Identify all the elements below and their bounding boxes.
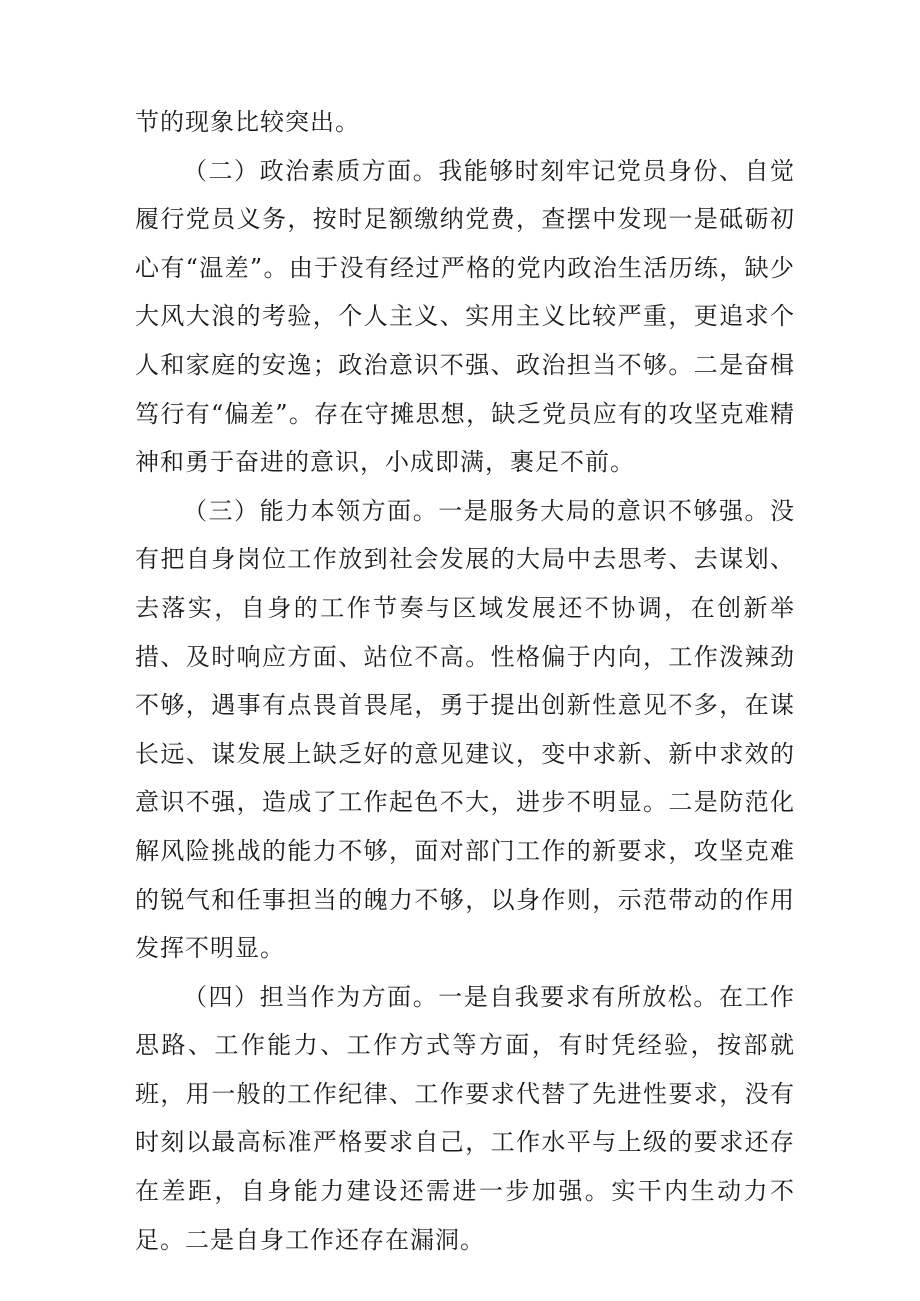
paragraph-political-quality: （二）政治素质方面。我能够时刻牢记党员身份、自觉履行党员义务，按时足额缴纳党费，查摆中发现一是砥砺初心有“温差”。由于没有经过严格的党内政治生活历练，缺少大风大浪的考验，个人主义、实用主义比较严重，更追求个人和家庭的安逸；政治意识不强、政治担当不够。二是奋楫笃行有“偏差”。存在守摊思想，缺乏党员应有的攻坚克难精神和勇于奋进的意识，小成即满，裹足不前。 (135, 156, 795, 477)
paragraph-ability: （三）能力本领方面。一是服务大局的意识不够强。没有把自身岗位工作放到社会发展的大局中去思考、去谋划、去落实，自身的工作节奏与区域发展还不协调，在创新举措、及时响应方面、站位不高。性格偏于内向，工作泼辣劲不够，遇事有点畏首畏尾，勇于提出创新性意见不多，在谋长远、谋发展上缺乏好的意见建议，变中求新、新中求效的意识不强，造成了工作起色不大，进步不明显。二是防范化解风险挑战的能力不够，面对部门工作的新要求，攻坚克难的锐气和任事担当的魄力不够，以身作则，示范带动的作用发挥不明显。 (135, 496, 795, 963)
document-body (135, 98, 795, 1264)
paragraph-continuation: 节的现象比较突出。 (135, 108, 360, 136)
paragraph-responsibility: （四）担当作为方面。一是自我要求有所放松。在工作思路、工作能力、工作方式等方面，有时凭经验，按部就班，用一般的工作纪律、工作要求代替了先进性要求，没有时刻以最高标准严格要求自己，工作水平与上级的要求还存在差距，自身能力建设还需进一步加强。实干内生动力不足。二是自身工作还存在漏洞。 (135, 982, 795, 1254)
